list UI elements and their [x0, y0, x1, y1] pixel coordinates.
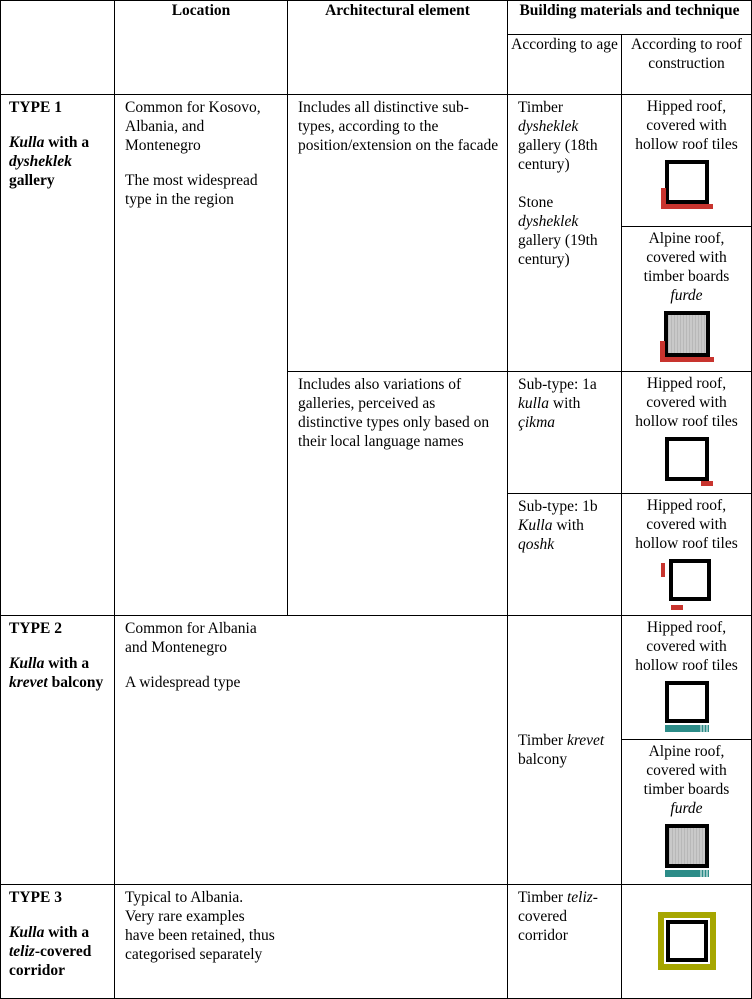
- type3-name: Kulla with a teliz-covered corridor: [9, 924, 92, 979]
- location-header: Location: [115, 1, 288, 95]
- type3-label: TYPE 3: [9, 889, 62, 906]
- roof-label: Hipped roof, covered with hollow roof tiles: [635, 619, 738, 674]
- type2-name: Kulla with a krevet balcony: [9, 655, 104, 691]
- roof-label: Hipped roof, covered with hollow roof tiles: [635, 98, 738, 153]
- type2-roof-hipped: [622, 616, 752, 740]
- age-subheader: According to age: [508, 35, 622, 95]
- type3-label-cell: [1, 885, 115, 999]
- type1-subtype-1a: Sub-type: 1a kulla with çikma: [508, 372, 622, 494]
- type1-age-timber: Timber dysheklek gallery (18th century): [518, 99, 598, 173]
- type1-roof-hipped: [622, 95, 752, 227]
- type1-label-cell: [1, 95, 115, 616]
- type2-age: Timber krevet balcony: [508, 616, 622, 885]
- type3-location: [115, 885, 508, 999]
- type1-age-stone: Stone dysheklek gallery (19th century): [518, 194, 598, 268]
- roof-label: Hipped roof, covered with hollow roof tiles: [635, 497, 738, 552]
- plan-krevet: [657, 681, 717, 735]
- type2-location-p2: A widespread type: [125, 674, 241, 691]
- type1-name: Kulla with a dysheklek gallery: [9, 134, 90, 189]
- type3-age: Timber teliz-covered corridor: [508, 885, 622, 999]
- roof-subheader: According to roof construction: [622, 35, 752, 95]
- type1-location-p1: Common for Kosovo, Albania, and Montenegro: [125, 99, 261, 154]
- type1-subtype-1b: Sub-type: 1b Kulla with qoshk: [508, 494, 622, 616]
- roof-label: Hipped roof, covered with hollow roof tiles: [635, 375, 738, 430]
- plan-gallery-alpine: [656, 311, 718, 367]
- type1-location-p2: The most widespread type in the region: [125, 172, 258, 208]
- type2-location: [115, 616, 508, 885]
- type3-location-text: Typical to Albania. Very rare examples have been retained, thus categorised separately: [125, 889, 275, 963]
- plan-cikma: [657, 437, 717, 489]
- plan-gallery-l-shape: [657, 160, 717, 214]
- type2-roof-alpine: [622, 740, 752, 885]
- type1-roof-alpine: [622, 227, 752, 372]
- type1a-roof-hipped: [622, 372, 752, 494]
- roof-label-alpine: Alpine roof, covered with timber boards furde: [643, 230, 730, 304]
- type3-roof: [622, 885, 752, 999]
- roof-label-alpine: Alpine roof, covered with timber boards furde: [643, 743, 730, 817]
- type2-location-p1: Common for Albania and Montenegro: [125, 620, 257, 656]
- type1-element-b: Includes also variations of galleries, perceived as distinctive types only based on their local language names: [288, 372, 508, 616]
- type1-age: [508, 95, 622, 372]
- type2-label-cell: [1, 616, 115, 885]
- element-header: Architectural element: [288, 1, 508, 95]
- type2-label: TYPE 2: [9, 620, 62, 637]
- plan-teliz-corridor: [657, 911, 717, 971]
- type1-location: [115, 95, 288, 616]
- plan-qoshk: [657, 559, 717, 611]
- type1-element-a: Includes all distinctive sub-types, according to the position/extension on the facade: [288, 95, 508, 372]
- blank-header-cell: [1, 1, 115, 95]
- materials-header: Building materials and technique: [508, 1, 752, 35]
- plan-krevet-alpine: [657, 824, 717, 880]
- type1-label: TYPE 1: [9, 99, 62, 116]
- type1b-roof-hipped: [622, 494, 752, 616]
